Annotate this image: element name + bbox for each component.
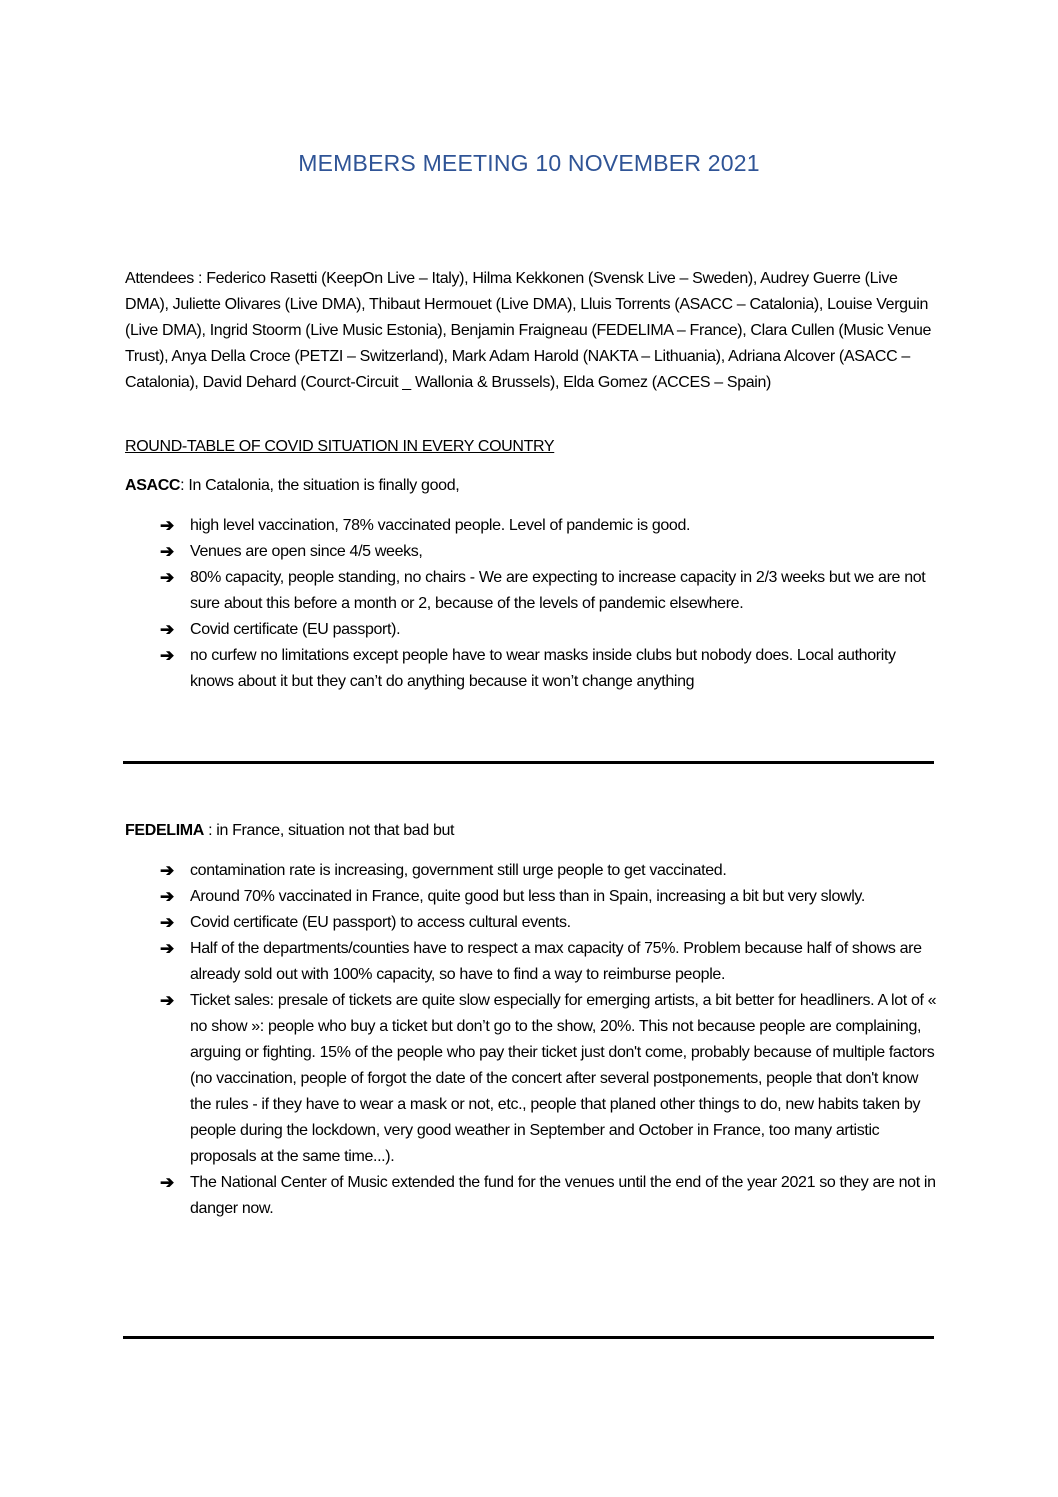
org-name-asacc: ASACC bbox=[125, 477, 181, 494]
right-arrow-icon: ➔ bbox=[160, 861, 174, 880]
bullet-text: high level vaccination, 78% vaccinated people. Level of pandemic is good. bbox=[190, 517, 691, 534]
fedelima-intro bbox=[125, 818, 454, 844]
bullet-text: contamination rate is increasing, government still urge people to get vaccinated. bbox=[190, 862, 727, 879]
asacc-intro bbox=[125, 473, 459, 499]
bullet-text: The National Center of Music extended the fund for the venues until the end of the year 2021 so they are not in danger now. bbox=[190, 1174, 936, 1217]
right-arrow-icon: ➔ bbox=[160, 1173, 174, 1192]
bullet-text: Around 70% vaccinated in France, quite good but less than in Spain, increasing a bit but very slowly. bbox=[190, 888, 865, 905]
list-item bbox=[160, 1170, 940, 1222]
fedelima-bullet-list bbox=[160, 858, 940, 1222]
right-arrow-icon: ➔ bbox=[160, 646, 174, 665]
document-title: MEMBERS MEETING 10 NOVEMBER 2021 bbox=[298, 150, 760, 176]
bullet-text: Venues are open since 4/5 weeks, bbox=[190, 543, 423, 560]
list-item bbox=[160, 910, 940, 936]
right-arrow-icon: ➔ bbox=[160, 516, 174, 535]
org-name-fedelima: FEDELIMA bbox=[125, 822, 204, 839]
list-item bbox=[160, 936, 940, 988]
asacc-intro-text: : In Catalonia, the situation is finally good, bbox=[180, 477, 460, 494]
list-item bbox=[160, 858, 940, 884]
bullet-text: Covid certificate (EU passport). bbox=[190, 621, 401, 638]
bullet-text: no curfew no limitations except people have to wear masks inside clubs but nobody does. Local authority knows about it but they can’t do anything because it won’t change anything bbox=[190, 647, 896, 690]
list-item bbox=[160, 539, 940, 565]
list-item bbox=[160, 988, 940, 1170]
list-item bbox=[160, 643, 940, 695]
horizontal-divider bbox=[123, 1336, 934, 1339]
list-item bbox=[160, 884, 940, 910]
horizontal-divider bbox=[123, 761, 934, 764]
asacc-bullet-list bbox=[160, 513, 940, 695]
right-arrow-icon: ➔ bbox=[160, 620, 174, 639]
bullet-text: Covid certificate (EU passport) to access cultural events. bbox=[190, 914, 571, 931]
right-arrow-icon: ➔ bbox=[160, 939, 174, 958]
fedelima-intro-text: : in France, situation not that bad but bbox=[203, 822, 455, 839]
attendees-paragraph: Attendees : Federico Rasetti (KeepOn Live – Italy), Hilma Kekkonen (Svensk Live – Sweden), Audrey Guerre (Live DMA), Juliette Olivares (Live DMA), Thibaut Hermouet (Live DMA), Lluis Torrents (ASACC – Catalonia), Louise Verguin (Live DMA), Ingrid Stoorm (Live Music Estonia), Benjamin Fraigneau (FEDELIMA – France), Clara Cullen (Music Venue Trust), Anya Della Croce (PETZI – Switzerland), Mark Adam Harold (NAKTA – Lithuania), Adriana Alcover (ASACC – Catalonia), David Dehard (Courct-Circuit _ Wallonia & Brussels), Elda Gomez (ACCES – Spain) bbox=[125, 270, 932, 391]
section-heading: ROUND-TABLE OF COVID SITUATION IN EVERY COUNTRY bbox=[125, 438, 555, 455]
list-item bbox=[160, 513, 940, 539]
right-arrow-icon: ➔ bbox=[160, 887, 174, 906]
bullet-text: 80% capacity, people standing, no chairs - We are expecting to increase capacity in 2/3 weeks but we are not sure about this before a month or 2, because of the levels of pandemic elsewhere. bbox=[190, 569, 926, 612]
list-item bbox=[160, 617, 940, 643]
right-arrow-icon: ➔ bbox=[160, 542, 174, 561]
right-arrow-icon: ➔ bbox=[160, 991, 174, 1010]
bullet-text: Ticket sales: presale of tickets are quite slow especially for emerging artists, a bit better for headliners. A lot of « no show »: people who buy a ticket but don’t go to the show, 20%. This not because people are complaining, arguing or fighting. 15% of the people who pay their ticket just don't come, probably because of multiple factors (no vaccination, people of forgot the date of the concert after several postponements, people that don't know the rules - if they have to wear a mask or not, etc., people that planed other things to do, new habits taken by people during the lockdown, very good weather in September and October in France, too many artistic proposals at the same time...). bbox=[190, 992, 937, 1165]
list-item bbox=[160, 565, 940, 617]
bullet-text: Half of the departments/counties have to respect a max capacity of 75%. Problem because half of shows are already sold out with 100% capacity, so have to find a way to reimburse people. bbox=[190, 940, 922, 983]
right-arrow-icon: ➔ bbox=[160, 913, 174, 932]
right-arrow-icon: ➔ bbox=[160, 568, 174, 587]
